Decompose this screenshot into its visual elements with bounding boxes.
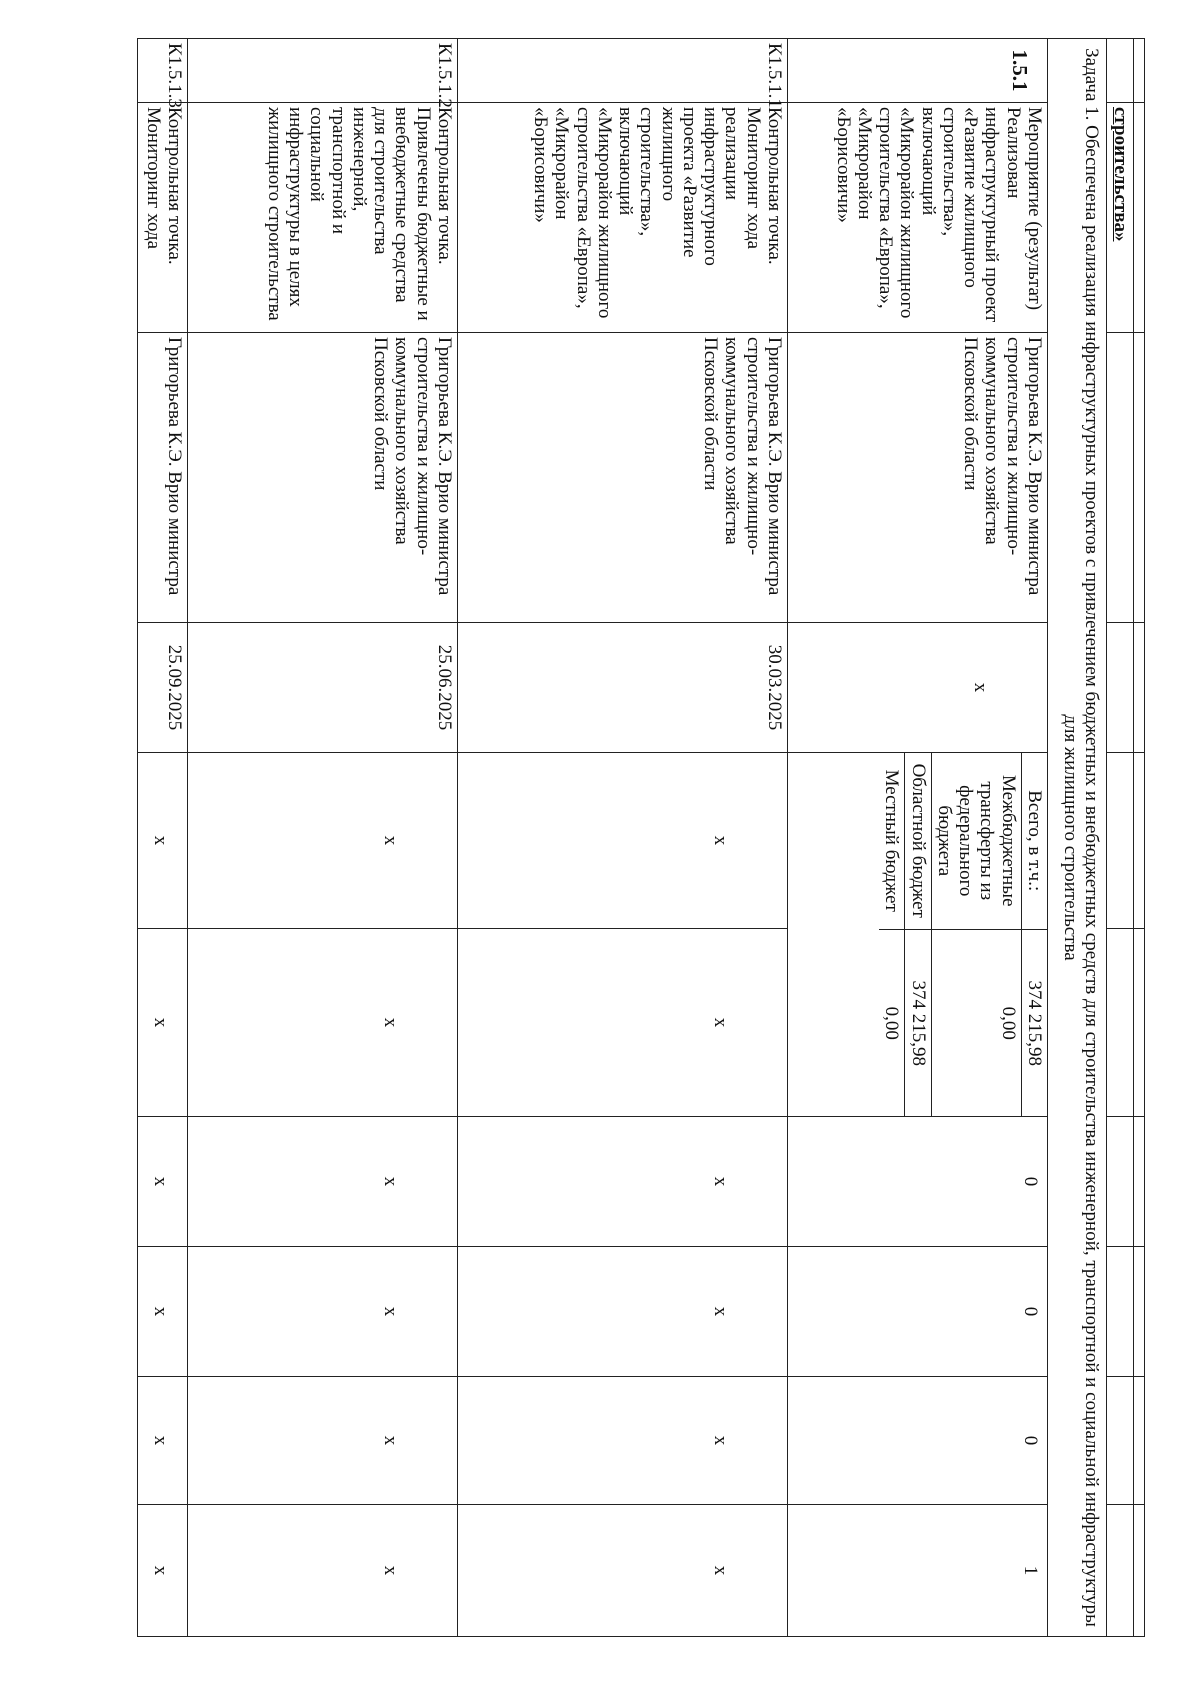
- indicator-2: 0: [788, 1247, 1048, 1377]
- indicator-4: 1: [788, 1505, 1048, 1637]
- header-fragment-row: [1107, 39, 1134, 1637]
- finance-value: х: [458, 929, 788, 1117]
- row-responsible: Григорьева К.Э. Врио министра строительства и жилищно-коммунального хозяйства Псковской области: [788, 333, 1048, 623]
- indicator-1: х: [138, 1117, 188, 1247]
- indicator-4: х: [458, 1505, 788, 1637]
- row-responsible: Григорьева К.Э. Врио министра строительства и жилищно-коммунального хозяйства Псковской области: [188, 333, 458, 623]
- finance-source: х: [188, 753, 458, 929]
- indicator-2: х: [458, 1247, 788, 1377]
- finance-source: х: [138, 753, 188, 929]
- table-row: [188, 39, 458, 1637]
- finance-row: [1021, 753, 1047, 1117]
- document-page: [97, 38, 1145, 1636]
- finance-value: х: [188, 929, 458, 1117]
- plan-table: [137, 38, 1145, 1637]
- table-row: [138, 39, 188, 1637]
- finance-row: [879, 753, 905, 1117]
- finance-label: Областной бюджет: [905, 753, 931, 929]
- row-responsible: Григорьева К.Э. Врио министра: [138, 333, 188, 623]
- row-code: К1.5.1.2: [188, 39, 458, 103]
- finance-value: х: [138, 929, 188, 1117]
- indicator-3: х: [188, 1377, 458, 1505]
- indicator-2: х: [188, 1247, 458, 1377]
- indicator-2: х: [138, 1247, 188, 1377]
- finance-value: 374 215,98: [1021, 929, 1047, 1117]
- indicator-4: х: [188, 1505, 458, 1637]
- finance-source: х: [458, 753, 788, 929]
- indicator-3: х: [138, 1377, 188, 1505]
- row-code: 1.5.1: [788, 39, 1048, 103]
- indicator-1: 0: [788, 1117, 1048, 1247]
- indicator-1: х: [188, 1117, 458, 1247]
- finance-block: [788, 753, 1048, 1117]
- indicator-3: 0: [788, 1377, 1048, 1505]
- finance-table: [879, 753, 1047, 1117]
- finance-row: [905, 753, 931, 1117]
- row-responsible: Григорьева К.Э. Врио министра строительства и жилищно-коммунального хозяйства Псковской области: [458, 333, 788, 623]
- row-name: Контрольная точка. Привлечены бюджетные и внебюджетные средства для строительства инженерной, транспортной и социальной инфраструктуры в целях жилищного строительства: [188, 103, 458, 333]
- row-date: х: [788, 623, 1048, 753]
- row-date: 25.09.2025: [138, 623, 188, 753]
- table-row: [458, 39, 788, 1637]
- finance-row: [931, 753, 1021, 1117]
- row-code: К1.5.1.3: [138, 39, 188, 103]
- task-row: [1048, 39, 1107, 1637]
- row-date: 25.06.2025: [188, 623, 458, 753]
- top-border-row: [1134, 39, 1145, 1637]
- row-date: 30.03.2025: [458, 623, 788, 753]
- row-name: Контрольная точка. Мониторинг хода реализации инфраструктурного проекта «Развитие жилищного строительства», включающий «Микрорайон жилищного строительства «Европа», «Микрорайон «Борисовичи»: [458, 103, 788, 333]
- indicator-4: х: [138, 1505, 188, 1637]
- table-row: [788, 39, 1048, 1637]
- indicator-1: х: [458, 1117, 788, 1247]
- finance-label: Всего, в т.ч.:: [1021, 753, 1047, 929]
- finance-label: Межбюджетные трансферты из федерального бюджета: [931, 753, 1021, 929]
- finance-value: 374 215,98: [905, 929, 931, 1117]
- row-name: Контрольная точка. Мониторинг хода: [138, 103, 188, 333]
- row-name: Мероприятие (результат) Реализован инфраструктурный проект «Развитие жилищного строительства», включающий «Микрорайон жилищного строительства «Европа», «Микрорайон «Борисовичи»: [788, 103, 1048, 333]
- task-title: Задача 1. Обеспечена реализация инфраструктурных проектов с привлечением бюджетных и внебюджетных средств для строительства инженерной, транспортной и социальной инфраструктуры для жилищного строительства: [1048, 39, 1107, 1637]
- row-code: К1.5.1.1: [458, 39, 788, 103]
- finance-label: Местный бюджет: [879, 753, 905, 929]
- finance-value: 0,00: [931, 929, 1021, 1117]
- header-fragment: строительства»: [1107, 103, 1134, 333]
- indicator-3: х: [458, 1377, 788, 1505]
- finance-value: 0,00: [881, 1006, 903, 1040]
